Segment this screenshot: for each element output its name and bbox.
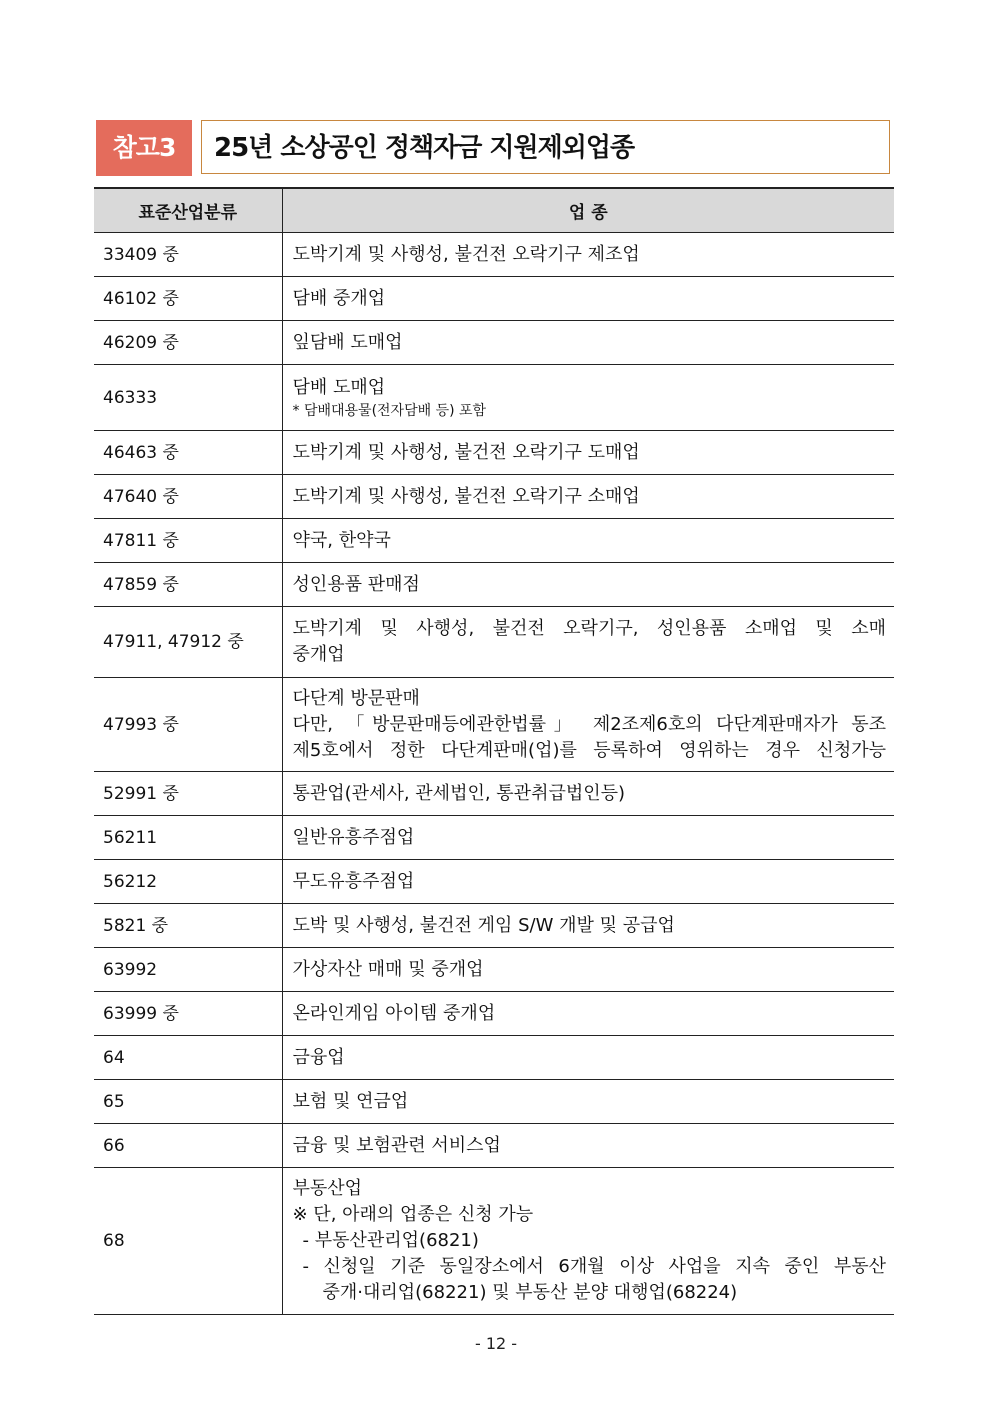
page-number: - 12 - (474, 1334, 518, 1353)
row-code: 56211 (94, 816, 282, 860)
row-desc (282, 1124, 894, 1168)
row-code: 46333 (94, 365, 282, 431)
header-industry: 업 종 (282, 188, 894, 233)
desc-line: 중개·대리업(68221) 및 부동산 분양 대행업(68224) (322, 1282, 738, 1303)
row-code: 47811 중 (94, 519, 282, 563)
table-row (94, 277, 894, 321)
row-desc (282, 365, 894, 431)
row-code: 63992 (94, 948, 282, 992)
table-row (94, 816, 894, 860)
desc-line: 보험 및 연금업 (292, 1090, 409, 1112)
desc-line: 담배 중개업 (292, 287, 386, 309)
row-desc (282, 431, 894, 475)
desc-line: 금융 및 보험관련 서비스업 (292, 1134, 501, 1156)
desc-line: 금융업 (292, 1046, 345, 1068)
row-desc (282, 678, 894, 772)
table-header-row (94, 188, 894, 233)
row-desc (282, 948, 894, 992)
table-row (94, 678, 894, 772)
table-row (94, 1168, 894, 1315)
row-desc (282, 607, 894, 678)
desc-line: 일반유흥주점업 (292, 826, 415, 848)
table-row (94, 948, 894, 992)
desc-line: - 부동산관리업(6821) (302, 1230, 479, 1251)
row-code: 63999 중 (94, 992, 282, 1036)
row-code: 52991 중 (94, 772, 282, 816)
table-row (94, 904, 894, 948)
row-desc (282, 860, 894, 904)
row-desc (282, 992, 894, 1036)
row-desc (282, 321, 894, 365)
table-row (94, 992, 894, 1036)
desc-line: 도박기계 및 사행성, 불건전 오락기구, 성인용품 소매업 및 소매 (292, 618, 886, 639)
row-code: 47859 중 (94, 563, 282, 607)
table-row (94, 475, 894, 519)
row-desc (282, 904, 894, 948)
row-desc (282, 1036, 894, 1080)
excluded-industries-table (94, 187, 894, 1315)
row-desc (282, 233, 894, 277)
table-row (94, 860, 894, 904)
header-code: 표준산업분류 (94, 188, 282, 233)
row-desc (282, 277, 894, 321)
row-code: 5821 중 (94, 904, 282, 948)
table-row (94, 1080, 894, 1124)
row-desc (282, 563, 894, 607)
desc-line: 통관업(관세사, 관세법인, 통관취급법인등) (292, 782, 626, 804)
desc-line: 제5호에서 정한 다단계판매(업)를 등록하여 영위하는 경우 신청가능 (292, 739, 886, 761)
desc-line: 담배 도매업 (292, 376, 386, 398)
row-desc (282, 519, 894, 563)
desc-line: 잎담배 도매업 (292, 331, 403, 353)
row-code: 46209 중 (94, 321, 282, 365)
title-text: 25년 소상공인 정책자금 지원제외업종 (201, 120, 890, 174)
desc-note: * 담배대용물(전자담배 등) 포함 (292, 402, 487, 419)
desc-line: 부동산업 (292, 1178, 363, 1199)
row-code: 68 (94, 1168, 282, 1315)
desc-line: 무도유흥주점업 (292, 870, 415, 892)
desc-line: ※ 단, 아래의 업종은 신청 가능 (292, 1204, 534, 1225)
row-desc (282, 816, 894, 860)
row-code: 56212 (94, 860, 282, 904)
desc-line: 가상자산 매매 및 중개업 (292, 958, 484, 980)
desc-line: 온라인게임 아이템 중개업 (292, 1002, 496, 1024)
row-code: 47993 중 (94, 678, 282, 772)
row-code: 46102 중 (94, 277, 282, 321)
row-code: 65 (94, 1080, 282, 1124)
desc-line: 도박기계 및 사행성, 불건전 오락기구 제조업 (292, 243, 640, 265)
desc-line: 도박 및 사행성, 불건전 게임 S/W 개발 및 공급업 (292, 914, 675, 936)
table-row (94, 607, 894, 678)
row-code: 47911, 47912 중 (94, 607, 282, 678)
desc-line: 약국, 한약국 (292, 529, 391, 551)
row-desc (282, 1080, 894, 1124)
table-row (94, 1036, 894, 1080)
row-code: 64 (94, 1036, 282, 1080)
table-row (94, 519, 894, 563)
row-code: 66 (94, 1124, 282, 1168)
table-row (94, 563, 894, 607)
table-row (94, 431, 894, 475)
reference-badge: 참고3 (96, 120, 192, 176)
desc-line: 중개업 (292, 644, 345, 665)
section-title (96, 120, 892, 176)
row-code: 46463 중 (94, 431, 282, 475)
table-row (94, 1124, 894, 1168)
desc-line: 다단계 방문판매 (292, 687, 420, 709)
desc-line: - 신청일 기준 동일장소에서 6개월 이상 사업을 지속 중인 부동산 (302, 1256, 886, 1277)
row-desc (282, 772, 894, 816)
desc-line: 다만, 「방문판매등에관한법률」 제2조제6호의 다단계판매자가 동조 (292, 713, 886, 735)
desc-line: 성인용품 판매점 (292, 573, 420, 595)
row-desc (282, 1168, 894, 1315)
table-row (94, 321, 894, 365)
table-row (94, 233, 894, 277)
table-row (94, 365, 894, 431)
row-code: 33409 중 (94, 233, 282, 277)
desc-line: 도박기계 및 사행성, 불건전 오락기구 소매업 (292, 485, 640, 507)
desc-line: 도박기계 및 사행성, 불건전 오락기구 도매업 (292, 441, 640, 463)
row-desc (282, 475, 894, 519)
row-code: 47640 중 (94, 475, 282, 519)
table-row (94, 772, 894, 816)
